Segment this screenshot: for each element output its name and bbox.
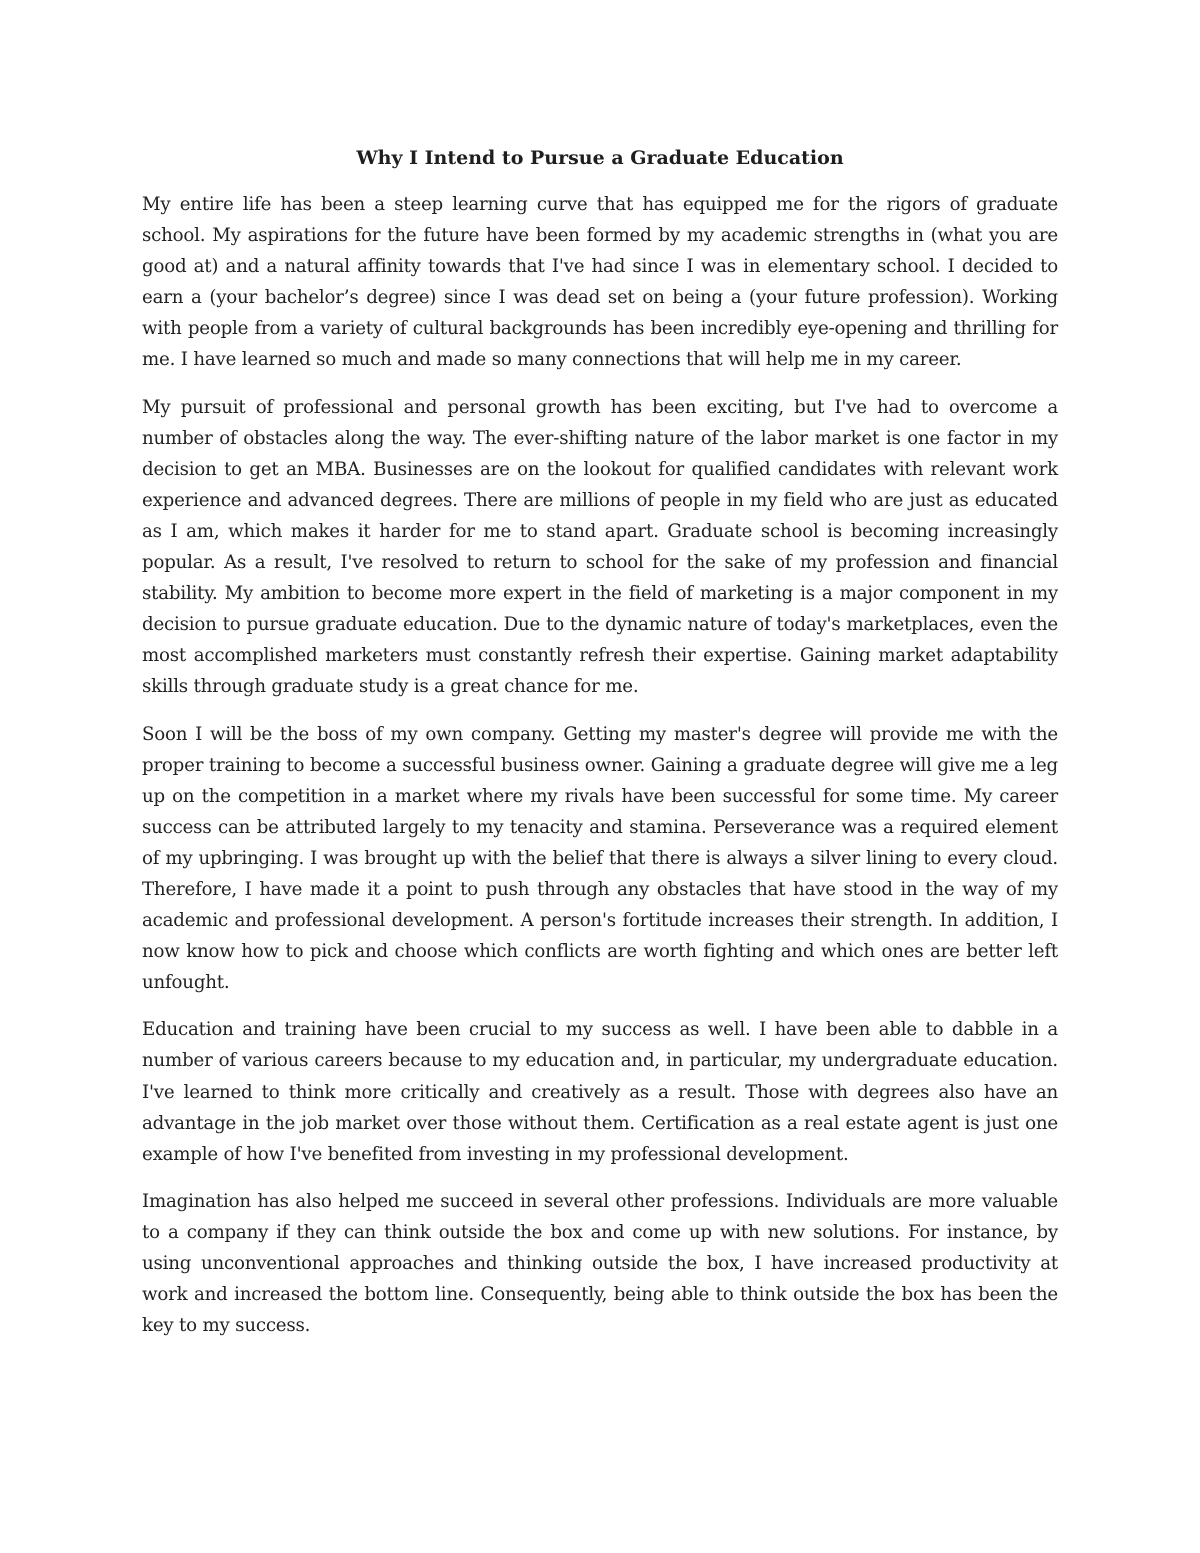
paragraph-3: Soon I will be the boss of my own company. Getting my master's degree will provide me with the proper training to become a successful business owner. Gaining a graduate degree will give me a leg up on the competition in a market where my rivals have been successful for some time. My career success can be attributed largely to my tenacity and stamina. Perseverance was a required element of my upbringing. I was brought up with the belief that there is always a silver lining to every cloud. Therefore, I have made it a point to push through any obstacles that have stood in the way of my academic and professional development. A person's fortitude increases their strength. In addition, I now know how to pick and choose which conflicts are worth fighting and which ones are better left unfought. <box>142 723 1058 994</box>
paragraph-1: My entire life has been a steep learning curve that has equipped me for the rigors of graduate school. My aspirations for the future have been formed by my academic strengths in (what you are good at) and a natural affinity towards that I've had since I was in elementary school. I decided to earn a (your bachelor’s degree) since I was dead set on being a (your future profession). Working with people from a variety of cultural backgrounds has been incredibly eye-opening and thrilling for me. I have learned so much and made so many connections that will help me in my career. <box>142 194 1058 371</box>
paragraph-2: My pursuit of professional and personal growth has been exciting, but I've had to overcome a number of obstacles along the way. The ever-shifting nature of the labor market is one factor in my decision to get an MBA. Businesses are on the lookout for qualified candidates with relevant work experience and advanced degrees. There are millions of people in my field who are just as educated as I am, which makes it harder for me to stand apart. Graduate school is becoming increasingly popular. As a result, I've resolved to return to school for the sake of my profession and financial stability. My ambition to become more expert in the field of marketing is a major component in my decision to pursue graduate education. Due to the dynamic nature of today's marketplaces, even the most accomplished marketers must constantly refresh their expertise. Gaining market adaptability skills through graduate study is a great chance for me. <box>142 396 1058 698</box>
paragraph-5: Imagination has also helped me succeed in several other professions. Individuals are more valuable to a company if they can think outside the box and come up with new solutions. For instance, by using unconventional approaches and thinking outside the box, I have increased productivity at work and increased the bottom line. Consequently, being able to think outside the box has been the key to my success. <box>142 1190 1058 1337</box>
document-body <box>142 189 1058 1357</box>
document-title: Why I Intend to Pursue a Graduate Education <box>356 147 844 169</box>
paragraph-4: Education and training have been crucial to my success as well. I have been able to dabble in a number of various careers because to my education and, in particular, my undergraduate education. I've learned to think more critically and creatively as a result. Those with degrees also have an advantage in the job market over those without them. Certification as a real estate agent is just one example of how I've benefited from investing in my professional development. <box>142 1019 1058 1165</box>
